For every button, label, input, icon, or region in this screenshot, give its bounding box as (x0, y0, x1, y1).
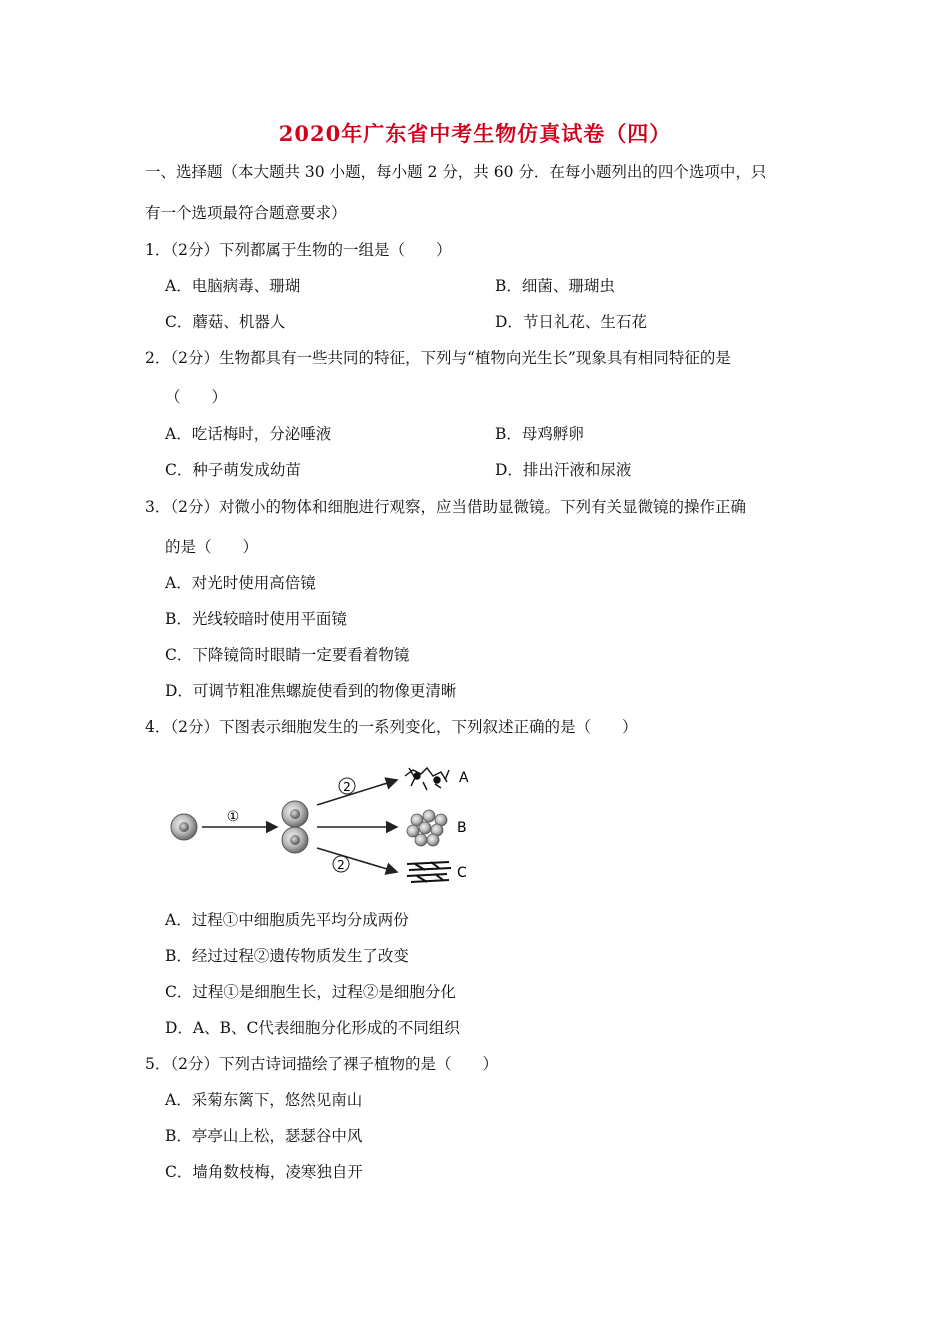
two-cells-icon (282, 801, 308, 853)
label-c: C (457, 865, 467, 881)
muscle-tissue-icon (407, 862, 451, 882)
question-2-option-d[interactable]: D．排出汗液和尿液 (495, 461, 632, 479)
cell-cluster-icon (407, 810, 447, 846)
question-2-stem: 2．（2分）生物都具有一些共同的特征，下列与“植物向光生长”现象具有相同特征的是 (145, 349, 731, 367)
question-1-option-b[interactable]: B．细菌、珊瑚虫 (495, 277, 615, 295)
question-4-option-b[interactable]: B．经过过程②遗传物质发生了改变 (165, 947, 409, 965)
question-5-stem: 5．（2分）下列古诗词描绘了裸子植物的是（ ） (145, 1055, 498, 1073)
question-5-option-c[interactable]: C．墙角数枝梅，凌寒独自开 (165, 1163, 363, 1181)
question-3-stem: 3．（2分）对微小的物体和细胞进行观察，应当借助显微镜。下列有关显微镜的操作正确 (145, 498, 746, 516)
page-title: 2020年广东省中考生物仿真试卷（四） (278, 121, 672, 146)
question-4-option-a[interactable]: A．过程①中细胞质先平均分成两份 (165, 911, 409, 929)
nerve-tissue-icon (405, 768, 449, 790)
question-3-option-b[interactable]: B．光线较暗时使用平面镜 (165, 610, 347, 628)
question-4-stem: 4．（2分）下图表示细胞发生的一系列变化，下列叙述正确的是（ ） (145, 718, 638, 736)
question-4-option-c[interactable]: C．过程①是细胞生长，过程②是细胞分化 (165, 983, 456, 1001)
section-heading-cont: 有一个选项最符合题意要求） (145, 204, 347, 222)
question-5-option-a[interactable]: A．采菊东篱下，悠然见南山 (165, 1091, 363, 1109)
question-3-stem-cont: 的是（ ） (165, 538, 259, 556)
question-3-option-d[interactable]: D．可调节粗准焦螺旋使看到的物像更清晰 (165, 682, 457, 700)
label-a: A (459, 770, 469, 786)
question-2-option-b[interactable]: B．母鸡孵卵 (495, 425, 584, 443)
question-1-stem: 1．（2分）下列都属于生物的一组是（ ） (145, 241, 452, 259)
question-5-option-b[interactable]: B．亭亭山上松，瑟瑟谷中风 (165, 1127, 363, 1145)
process-1-label: ① (226, 809, 240, 825)
question-1-option-a[interactable]: A．电脑病毒、珊瑚 (165, 277, 301, 295)
question-3-option-c[interactable]: C．下降镜筒时眼睛一定要看着物镜 (165, 646, 410, 664)
arrow-to-a (317, 780, 397, 805)
question-3-option-a[interactable]: A．对光时使用高倍镜 (165, 574, 316, 592)
section-heading: 一、选择题（本大题共 30 小题，每小题 2 分，共 60 分．在每小题列出的四个选项中，只 (145, 163, 767, 181)
question-2-option-c[interactable]: C．种子萌发成幼苗 (165, 461, 301, 479)
arrow-to-c (317, 848, 397, 872)
single-cell-icon (171, 814, 197, 840)
question-1-option-c[interactable]: C．蘑菇、机器人 (165, 313, 286, 331)
process-2-bottom-label: 2 (337, 858, 345, 872)
question-4-option-d[interactable]: D．A、B、C代表细胞分化形成的不同组织 (165, 1019, 460, 1037)
question-1-option-d[interactable]: D．节日礼花、生石花 (495, 313, 647, 331)
label-b: B (457, 820, 467, 836)
question-2-stem-cont: （ ） (165, 388, 228, 406)
process-2-top-label: 2 (343, 780, 351, 794)
question-2-option-a[interactable]: A．吃话梅时，分泌唾液 (165, 425, 332, 443)
cell-division-diagram (165, 760, 495, 895)
